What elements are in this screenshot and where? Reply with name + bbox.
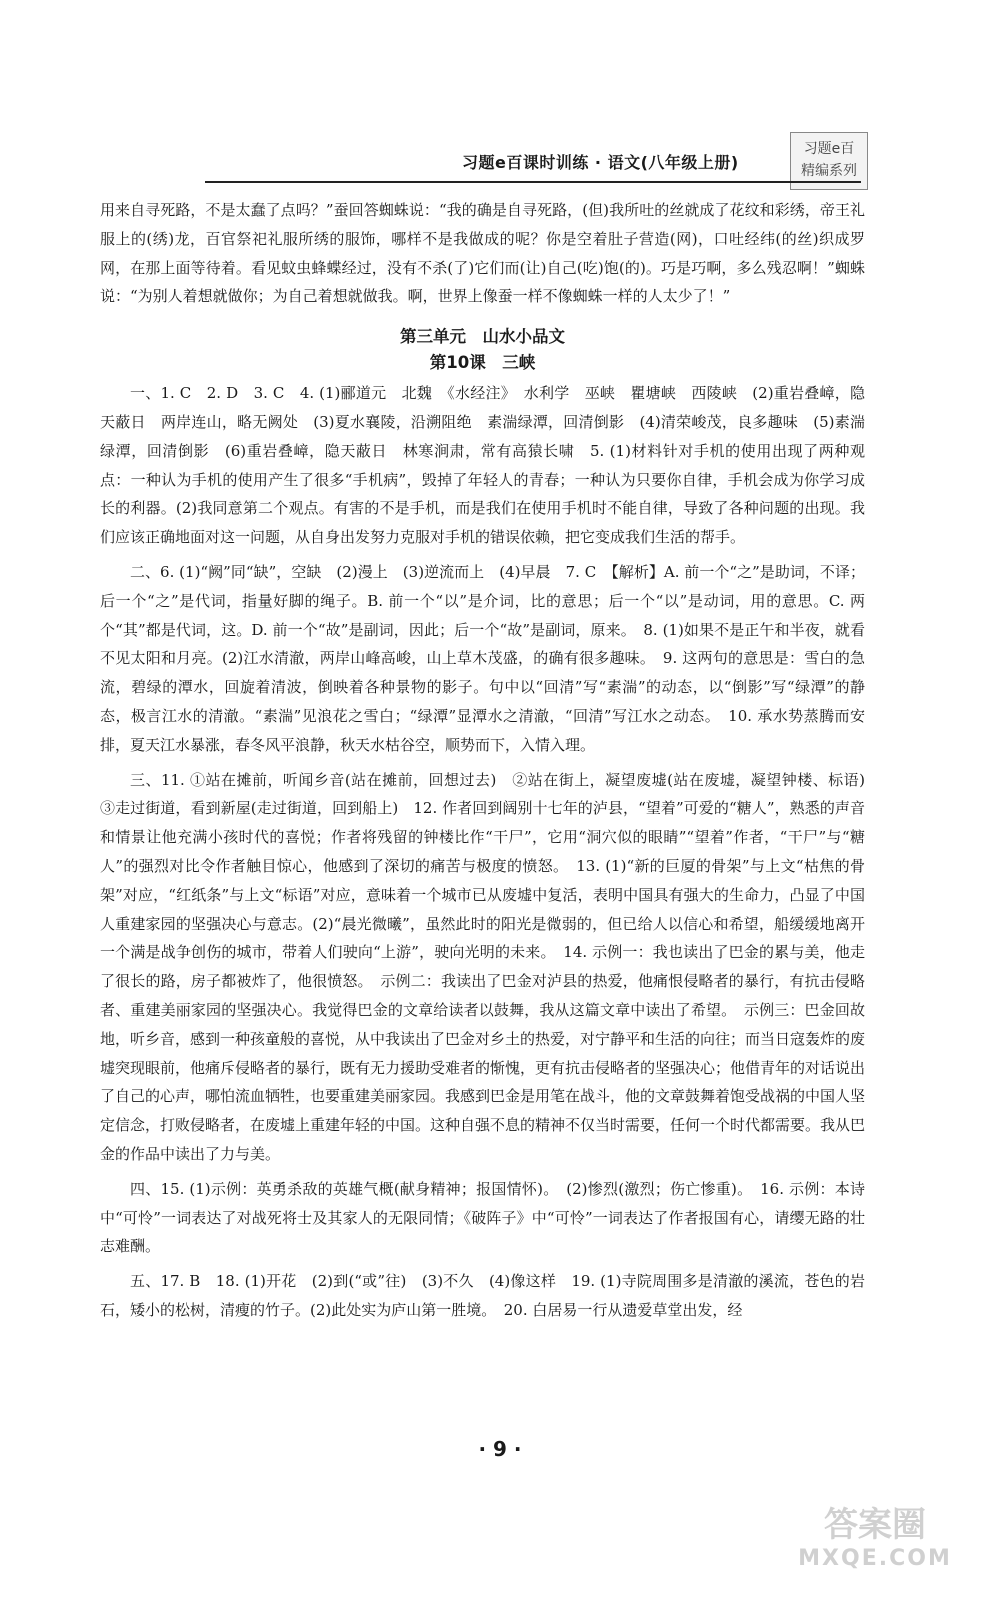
section-2: 二、6. (1)“阙”同“缺”，空缺 (2)漫上 (3)逆流而上 (4)早晨 7. C 【解析】A. 前一个“之”是助词，不译；后一个“之”是代词，指量好脚的绳子。B. 前一个“以”是介词，比的意思；后一个“以”是动词，用的意思。C. 两个“其”都是代词，这。D. 前一个“故”是副词，因此；后一个“故”是副词，原来。 8. (1)如果不是正午和半夜，就看不见太阳和月亮。(2)江水清澈，两岸山峰高峻，山上草木茂盛，的确有很多趣味。 9. 这两句的意思是：雪白的急流，碧绿的潭水，回旋着清波，倒映着各种景物的影子。句中以“回清”写“素湍”的动态，以“倒影”写“绿潭”的静态，极言江水的清澈。“素湍”见浪花之雪白；“绿潭”显潭水之清澈，“回清”写江水之动态。 10. 承水势蒸腾而安排，夏天江水暴涨，春冬风平浪静，秋天水枯谷空，顺势而下，入情入理。 <box>100 562 865 754</box>
intro-paragraph: 用来自寻死路，不是太蠢了点吗？”蚕回答蜘蛛说：“我的确是自寻死路，(但)我所吐的丝就成了花纹和彩绣，帝王礼服上的(绣)龙，百官祭祀礼服所绣的服饰，哪样不是我做成的呢？你是空着肚子营造(网)，口吐经纬(的丝)织成罗网，在那上面等待着。看见蚊虫蜂蝶经过，没有不杀(了)它们而(让)自己(吃)饱(的)。巧是巧啊，多么残忍啊！”蜘蛛说：“为别人着想就做你；为自己着想就做我。啊，世界上像蚕一样不像蜘蛛一样的人太少了！” <box>100 201 865 306</box>
series-badge-line1: 习题e百 <box>803 141 855 157</box>
section-3: 三、11. ①站在摊前，听闻乡音(站在摊前，回想过去) ②站在街上，凝望废墟(站在废墟，凝望钟楼、标语) ③走过街道，看到新屋(走过街道，回到船上) 12. 作者回到阔别十七年的泸县，“望着”可爱的“糖人”，熟悉的声音和情景让他充满小孩时代的喜悦；作者将残留的钟楼比作“干尸”，它用“洞穴似的眼睛”“望着”作者，“干尸”与“糖人”的强烈对比令作者触目惊心，他感到了深切的痛苦与极度的愤怒。 13. (1)“新的巨厦的骨架”与上文“枯焦的骨架”对应，“红纸条”与上文“标语”对应，意味着一个城市已从废墟中复活，表明中国具有强大的生命力，凸显了中国人重建家园的坚强决心与意志。(2)“晨光微曦”，虽然此时的阳光是微弱的，但已给人以信心和希望，船缓缓地离开一个满是战争创伤的城市，带着人们驶向“上游”，驶向光明的未来。 14. 示例一：我也读出了巴金的累与美，他走了很长的路，房子都被炸了，他很愤怒。 示例二：我读出了巴金对泸县的热爱，他痛恨侵略者的暴行，有抗击侵略者、重建美丽家园的坚强决心。我觉得巴金的文章给读者以鼓舞，我从这篇文章中读出了希望。 示例三：巴金回故地，听乡音，感到一种孩童般的喜悦，从中我读出了巴金对乡土的热爱，对宁静平和生活的向往；而当日寇轰炸的废墟突现眼前，他痛斥侵略者的暴行，既有无力援助受难者的惭愧，更有抗击侵略者的坚强决心；他借青年的对话说出了自己的心声，哪怕流血牺牲，也要重建美丽家园。我感到巴金是用笔在战斗，他的文章鼓舞着饱受战祸的中国人坚定信念，打败侵略者，在废墟上重建年轻的中国。这种自强不息的精神不仅当时需要，任何一个时代都需要。我从巴金的作品中读出了力与美。 <box>100 770 881 1163</box>
section-4: 四、15. (1)示例：英勇杀敌的英雄气概(献身精神；报国情怀)。 (2)惨烈(激烈；伤亡惨重)。 16. 示例：本诗中“可怜”一词表达了对战死将士及其家人的无限同情；《破阵子》中“可怜”一词表达了作者报国有心，请缨无路的壮志难酬。 <box>100 1179 865 1256</box>
watermark-line2: MXQE.COM <box>798 1546 952 1571</box>
watermark-line1: 答案圈 <box>824 1505 926 1545</box>
lesson-title: 第10课 三峡 <box>429 353 536 373</box>
section-5: 五、17. B 18. (1)开花 (2)到(“或”往) (3)不久 (4)像这样 19. (1)寺院周围多是清澈的溪流，苍色的岩石，矮小的松树，清瘦的竹子。(2)此处实为庐山第一胜境。 20. 白居易一行从遗爱草堂出发，经 <box>100 1272 865 1319</box>
section-1: 一、1. C 2. D 3. C 4. (1)郦道元 北魏 《水经注》 水利学 巫峡 瞿塘峡 西陵峡 (2)重岩叠嶂，隐天蔽日 两岸连山，略无阙处 (3)夏水襄陵，沿溯阻绝 素湍绿潭，回清倒影 (4)清荣峻茂，良多趣味 (5)素湍绿潭，回清倒影 (6)重岩叠嶂，隐天蔽日 林寒涧肃，常有高猿长啸 5. (1)材料针对手机的使用出现了两种观点：一种认为手机的使用产生了很多“手机病”，毁掉了年轻人的青春；一种认为只要你自律，手机会成为你学习成长的利器。(2)我同意第二个观点。有害的不是手机，而是我们在使用手机时不能自律，导致了各种问题的出现。我们应该正确地面对这一问题，从自身出发努力克服对手机的错误依赖，把它变成我们生活的帮手。 <box>100 384 865 547</box>
header-rule <box>205 181 861 183</box>
running-header: 习题e百课时训练 · 语文(八年级上册) <box>462 153 739 172</box>
page-number: · 9 · <box>478 1437 522 1461</box>
answer-content <box>100 196 881 1331</box>
series-badge-line2: 精编系列 <box>801 163 857 179</box>
watermark-logo <box>790 1505 960 1585</box>
unit-title: 第三单元 山水小品文 <box>400 327 565 347</box>
